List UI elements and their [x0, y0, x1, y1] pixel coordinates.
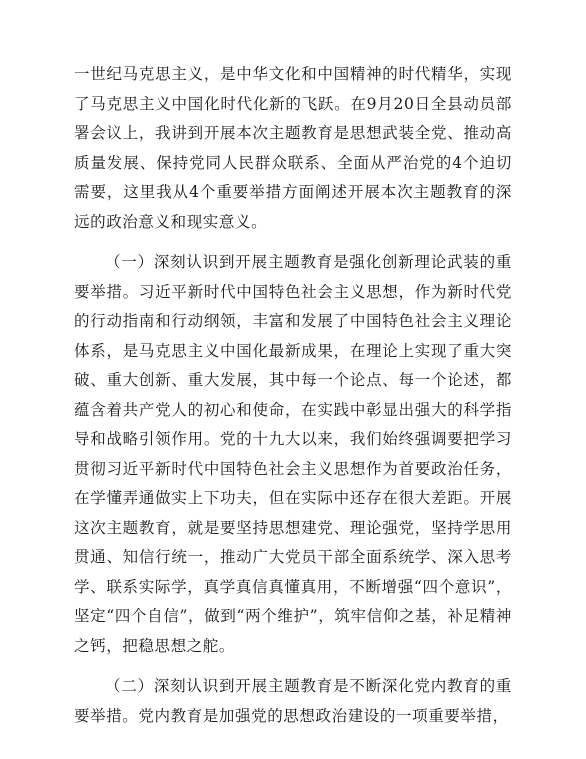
paragraph-continuation: 一世纪马克思主义，是中华文化和中国精神的时代精华，实现了马克思主义中国化时代化新的飞跃。在9月20日全县动员部署会议上，我讲到开展本次主题教育是思想武装全党、推动高质量发展、保持党同人民群众联系、全面从严治党的4个迫切需要，这里我从4个重要举措方面阐述开展本次主题教育的深远的政治意义和现实意义。 — [74, 65, 512, 231]
paragraph-section-two: （二）深刻认识到开展主题教育是不断深化党内教育的重要举措。党内教育是加强党的思想政治建设的一项重要举措， — [74, 677, 512, 725]
document-body — [74, 60, 512, 731]
paragraph-section-one: （一）深刻认识到开展主题教育是强化创新理论武装的重要举措。习近平新时代中国特色社会主义思想，作为新时代党的行动指南和行动纲领，丰富和发展了中国特色社会主义理论体系，是马克思主义中国化最新成果，在理论上实现了重大突破、重大创新、重大发展，其中每一个论点、每一个论述，都蕴含着共产党人的初心和使命，在实践中彰显出强大的科学指导和战略引领作用。党的十九大以来，我们始终强调要把学习贯彻习近平新时代中国特色社会主义思想作为首要政治任务，在学懂弄通做实上下功夫，但在实际中还存在很大差距。开展这次主题教育，就是要坚持思想建党、理论强党，坚持学思用贯通、知信行统一，推动广大党员干部全面系统学、深入思考学、联系实际学，真学真信真懂真用，不断增强“四个意识”，坚定“四个自信”，做到“两个维护”，筑牢信仰之基，补足精神之钙，把稳思想之舵。 — [74, 253, 512, 655]
